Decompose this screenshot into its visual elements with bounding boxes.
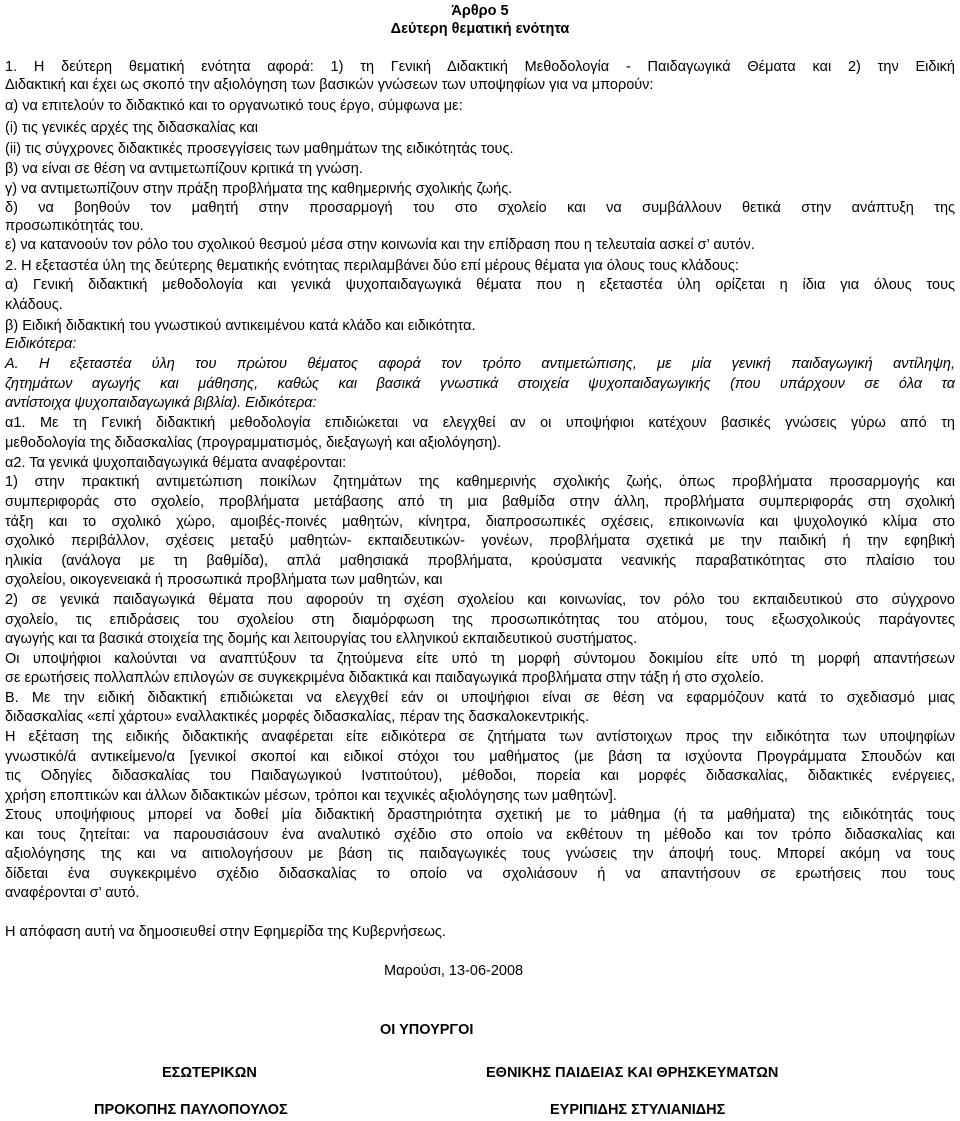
text-line: προσωπικότητάς του. (5, 218, 144, 234)
text-line: Α. Η εξεταστέα ύλη του πρώτου θέματος αφορά τον τρόπο αντιμετώπισης, με μία γενική παιδαγωγική αντίληψη, (5, 356, 955, 372)
text-line: μεθοδολογία της διδασκαλίας (προγραμματισμός, διεξαγωγή και αξιολόγηση). (5, 435, 502, 451)
text-line: τάξη και το σχολικό χώρο, αμοιβές-ποινές μαθητών, κίνητρα, διαπροσωπικές σχέσεις, επικοινωνία και ψυχολογικό κλίμα στο (5, 514, 955, 530)
text-line: Β. Με την ειδική διδακτική επιδιώκεται να ελεγχθεί εάν οι υποψήφιοι είναι σε θέση να εφαρμόζουν κατά το σχεδιασμό μιας (5, 690, 955, 706)
text-line: κλάδους. (5, 297, 63, 313)
text-line: (ii) τις σύγχρονες διδακτικές προσεγγίσεις των μαθημάτων της ειδικότητάς τους. (5, 141, 514, 157)
minister-interior-name: ΠΡΟΚΟΠΗΣ ΠΑΥΛΟΠΟΥΛΟΣ (94, 1102, 288, 1118)
text-line: α) Γενική διδακτική μεθοδολογία και γενικά ψυχοπαιδαγωγικά θέματα που η εξεταστέα ύλη ορίζεται η ίδια για όλους τους (5, 277, 955, 293)
text-line: σχολείου, οικογενειακά ή προσωπικά προβλήματα των μαθητών, και (5, 572, 443, 588)
text-line: σε ερωτήσεις πολλαπλών επιλογών σε συγκεκριμένα διδακτικά και παιδαγωγικά προβλήματα στην τάξη ή στο σχολείο. (5, 670, 765, 686)
text-line: χρήση εποπτικών και άλλων διδακτικών μέσων, τρόποι και τεχνικές αξιολόγησης των μαθητών]. (5, 788, 617, 804)
text-line: Η απόφαση αυτή να δημοσιευθεί στην Εφημερίδα της Κυβερνήσεως. (5, 924, 446, 940)
minister-education-name: ΕΥΡΙΠΙΔΗΣ ΣΤΥΛΙΑΝΙΔΗΣ (550, 1102, 726, 1118)
text-line: Στους υποψήφιους μπορεί να δοθεί μία διδακτική δραστηριότητα σχετική με το μάθημα (ή τα μαθήματα) της ειδικότητάς τους (5, 807, 955, 823)
ministry-interior: ΕΣΩΤΕΡΙΚΩΝ (162, 1065, 257, 1081)
text-line: διδασκαλίας «επί χάρτου» εναλλακτικές μορφές διδασκαλίας, πέραν της δασκαλοκεντρικής. (5, 709, 589, 725)
text-line: ε) να κατανοούν τον ρόλο του σχολικού θεσμού μέσα στην κοινωνία και την επίδραση που η τελευταία ασκεί σ’ αυτόν. (5, 237, 755, 253)
text-line: αναφέρονται σ’ αυτό. (5, 885, 140, 901)
text-line: 1) στην πρακτική αντιμετώπιση ποικίλων ζητημάτων της καθημερινής σχολικής ζωής, όπως προβλήματα προσαρμογής και (5, 474, 955, 490)
text-line: δ) να βοηθούν τον μαθητή στην προσαρμογή του στο σχολείο και να συμβάλλουν θετικά στην ανάπτυξη της (5, 200, 955, 216)
text-line: α1. Με τη Γενική διδακτική μεθοδολογία επιδιώκεται να ελεγχθεί αν οι υποψήφιοι κατέχουν βασικές γνώσεις γύρω από τη (5, 415, 955, 431)
text-line: 2. Η εξεταστέα ύλη της δεύτερης θεματικής ενότητας περιλαμβάνει δύο επί μέρους θέματα για όλους τους κλάδους: (5, 258, 739, 274)
text-line: α2. Τα γενικά ψυχοπαιδαγωγικά θέματα αναφέρονται: (5, 455, 347, 471)
text-line: Διδακτική και έχει ως σκοπό την αξιολόγηση των βασικών γνώσεων των υποψηφίων για να μπορούν: (5, 77, 654, 93)
text-line: β) να είναι σε θέση να αντιμετωπίζουν κριτικά τη γνώση. (5, 161, 363, 177)
text-line: (i) τις γενικές αρχές της διδασκαλίας και (5, 120, 259, 136)
text-line: γνωστικό/ά αντικείμενο/α [γενικοί σκοποί και ειδικοί στόχοι του μαθήματος (με βάση τα ισχύοντα Προγράμματα Σπουδών και (5, 749, 955, 765)
text-line: 1. Η δεύτερη θεματική ενότητα αφορά: 1) τη Γενική Διδακτική Μεθοδολογία - Παιδαγωγικά Θέματα και 2) την Ειδική (5, 59, 955, 75)
text-line: και τους ζητείται: να παρουσιάσουν ένα αναλυτικό σχέδιο στο οποίο να εκθέτουν τη μέθοδο και τον τρόπο διδασκαλίας και (5, 827, 955, 843)
text-line: ηλικία (ανάλογα με τη βαθμίδα), απλά μαθησιακά προβλήματα, κρούσματα νεανικής παραβατικότητας στο πλαίσιο του (5, 553, 955, 569)
text-line: β) Ειδική διδακτική του γνωστικού αντικειμένου κατά κλάδο και ειδικότητα. (5, 318, 476, 334)
text-line: γ) να αντιμετωπίζουν στην πράξη προβλήματα της καθημερινής σχολικής ζωής. (5, 181, 513, 197)
text-line: Οι υποψήφιοι καλούνται να αναπτύξουν τα ζητούμενα είτε υπό τη μορφή σύντομου δοκιμίου είτε υπό τη μορφή απαντήσεων (5, 651, 955, 667)
text-line: α) να επιτελούν το διδακτικό και το οργανωτικό τους έργο, σύμφωνα με: (5, 98, 463, 114)
place-date: Μαρούσι, 13-06-2008 (384, 963, 524, 979)
text-line: Η εξέταση της ειδικής διδακτικής αναφέρεται είτε ειδικότερα σε ζητήματα των αντίστοιχων προς την ειδικότητα των υποψηφίων (5, 729, 955, 745)
text-line: τις Οδηγίες διδασκαλίας του Παιδαγωγικού Ινστιτούτου), μέθοδοι, πορεία και μορφές διδασκαλίας, διδακτικές ενέργειες, (5, 768, 955, 784)
ministers-heading: ΟΙ ΥΠΟΥΡΓΟΙ (380, 1022, 474, 1038)
article-number: Άρθρο 5 (451, 3, 509, 19)
text-line: δίδεται ένα συγκεκριμένο σχέδιο διδασκαλίας το οποίο να σχολιάσουν ή να απαντήσουν σε ερωτήσεις που τους (5, 866, 955, 882)
text-line: αγωγής και τα βασικά στοιχεία της δομής και λειτουργίας του ελληνικού εκπαιδευτικού συστήματος. (5, 631, 638, 647)
text-line: Ειδικότερα: (5, 336, 77, 352)
text-line: ζητημάτων αγωγής και μάθησης, καθώς και βασικά γνωστικά στοιχεία ψυχοπαιδαγωγικής (που υπάρχουν σε όλα τα (5, 376, 955, 392)
ministry-education: ΕΘΝΙΚΗΣ ΠΑΙΔΕΙΑΣ ΚΑΙ ΘΡΗΣΚΕΥΜΑΤΩΝ (486, 1065, 779, 1081)
text-line: αντίστοιχα ψυχοπαιδαγωγικά βιβλία). Ειδικότερα: (5, 395, 317, 411)
text-line: σχολείο, τις επιδράσεις του σχολείου στη διαμόρφωση της προσωπικότητας του ατόμου, τους εξωσχολικούς παράγοντες (5, 612, 955, 628)
text-line: 2) σε γενικά παιδαγωγικά θέματα που αφορούν τη σχέση σχολείου και κοινωνίας, τον ρόλο του εκπαιδευτικού στο σύγχρονο (5, 592, 955, 608)
text-line: σχολικό περιβάλλον, σχέσεις μεταξύ μαθητών- εκπαιδευτικών- γονέων, προβλήματα σχετικά με την παιδική ή την εφηβική (5, 533, 955, 549)
text-line: αξιολόγησης της και να αιτιολογήσουν με βάση τις παιδαγωγικές τους γνώσεις την άποψή τους. Μπορεί ακόμη να τους (5, 846, 955, 862)
text-line: συμπεριφοράς στο σχολείο, προβλήματα μετάβασης από τη μια βαθμίδα στην άλλη, προβλήματα συμπεριφοράς στη σχολική (5, 494, 955, 510)
article-subtitle: Δεύτερη θεματική ενότητα (390, 21, 570, 37)
